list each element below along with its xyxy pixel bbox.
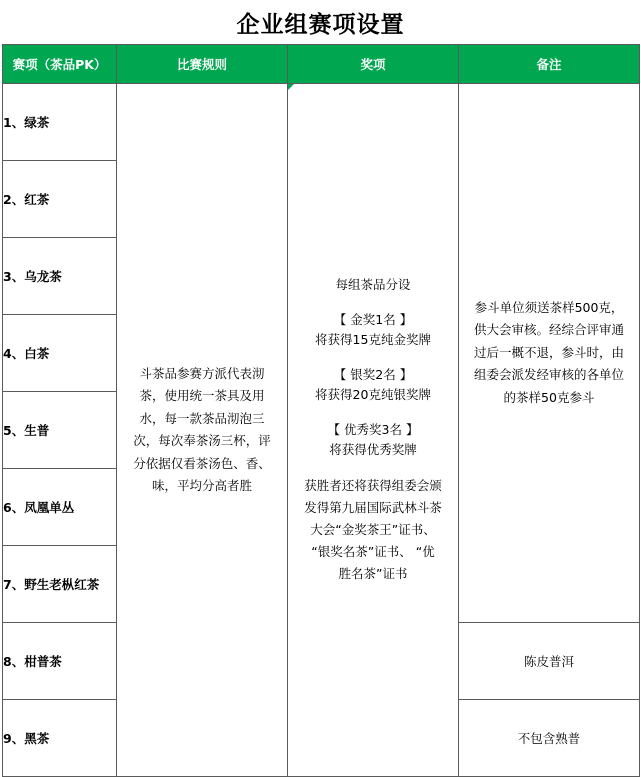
silver-award-title: 【 银奖2名 】: [333, 367, 413, 382]
page-title: 企业组赛项设置: [236, 11, 405, 38]
item-cell: 2、红茶: [3, 161, 117, 238]
item-cell: 8、柑普茶: [3, 623, 117, 700]
item-cell: 5、生普: [3, 392, 117, 469]
excellence-award-title: 【 优秀奖3名 】: [327, 422, 419, 437]
gold-award-prize: 将获得15克纯金奖牌: [315, 332, 431, 347]
rules-line: 分依据仅看茶汤色、香、: [133, 455, 271, 471]
note-row8: 陈皮普洱: [459, 623, 640, 700]
item-cell: 3、乌龙茶: [3, 238, 117, 315]
awards-intro: 每组茶品分设: [335, 277, 411, 292]
notes-line: 供大会审核。经综合评审通: [473, 322, 624, 338]
notes-line: 过后一概不退，参斗时，由: [473, 344, 624, 360]
item-cell: 7、野生老枞红茶: [3, 546, 117, 623]
note-row9: 不包含熟普: [459, 700, 640, 777]
table-row: [3, 84, 640, 161]
header-rules: 比赛规则: [117, 45, 288, 84]
rules-line: 水，每一款茶品沏泡三: [139, 410, 265, 426]
item-cell: 6、凤凰单丛: [3, 469, 117, 546]
item-cell: 4、白茶: [3, 315, 117, 392]
header-row: [3, 45, 640, 84]
header-notes: 备注: [459, 45, 640, 84]
notes-line: 的茶样50克参斗: [503, 389, 595, 405]
notes-line: 组委会派发经审核的各单位: [473, 367, 624, 383]
cell-corner-marker: [288, 84, 294, 90]
awards-cell: [288, 84, 459, 777]
notes-line: 参斗单位须送茶样500克，: [474, 299, 624, 315]
item-cell: 9、黑茶: [3, 700, 117, 777]
silver-award-prize: 将获得20克纯银奖牌: [315, 387, 431, 402]
rules-line: 茶，使用统一茶具及用: [139, 388, 265, 403]
excellence-award-prize: 将获得优秀奖牌: [329, 442, 417, 457]
rules-cell: [117, 84, 288, 777]
awards-extra-line: 大会“金奖茶王”证书、: [310, 522, 436, 537]
awards-extra-line: “银奖名茶”证书、 “优: [311, 544, 435, 559]
header-awards: 奖项: [288, 45, 459, 84]
item-cell: 1、绿茶: [3, 84, 117, 161]
rules-line: 斗茶品参赛方派代表沏: [139, 365, 265, 381]
rules-line: 味，平均分高者胜: [151, 478, 252, 493]
header-item: 赛项（茶品PK）: [3, 45, 117, 84]
gold-award-title: 【 金奖1名 】: [333, 312, 413, 327]
competition-table: [2, 44, 640, 777]
awards-extra-line: 获胜者还将获得组委会颁: [304, 478, 442, 493]
awards-extra-line: 发得第九届国际武林斗茶: [304, 500, 442, 515]
awards-extra-line: 胜名茶”证书: [338, 566, 408, 581]
rules-line: 次，每次奉茶汤三杯，评: [133, 433, 271, 448]
notes-cell: [459, 84, 640, 623]
